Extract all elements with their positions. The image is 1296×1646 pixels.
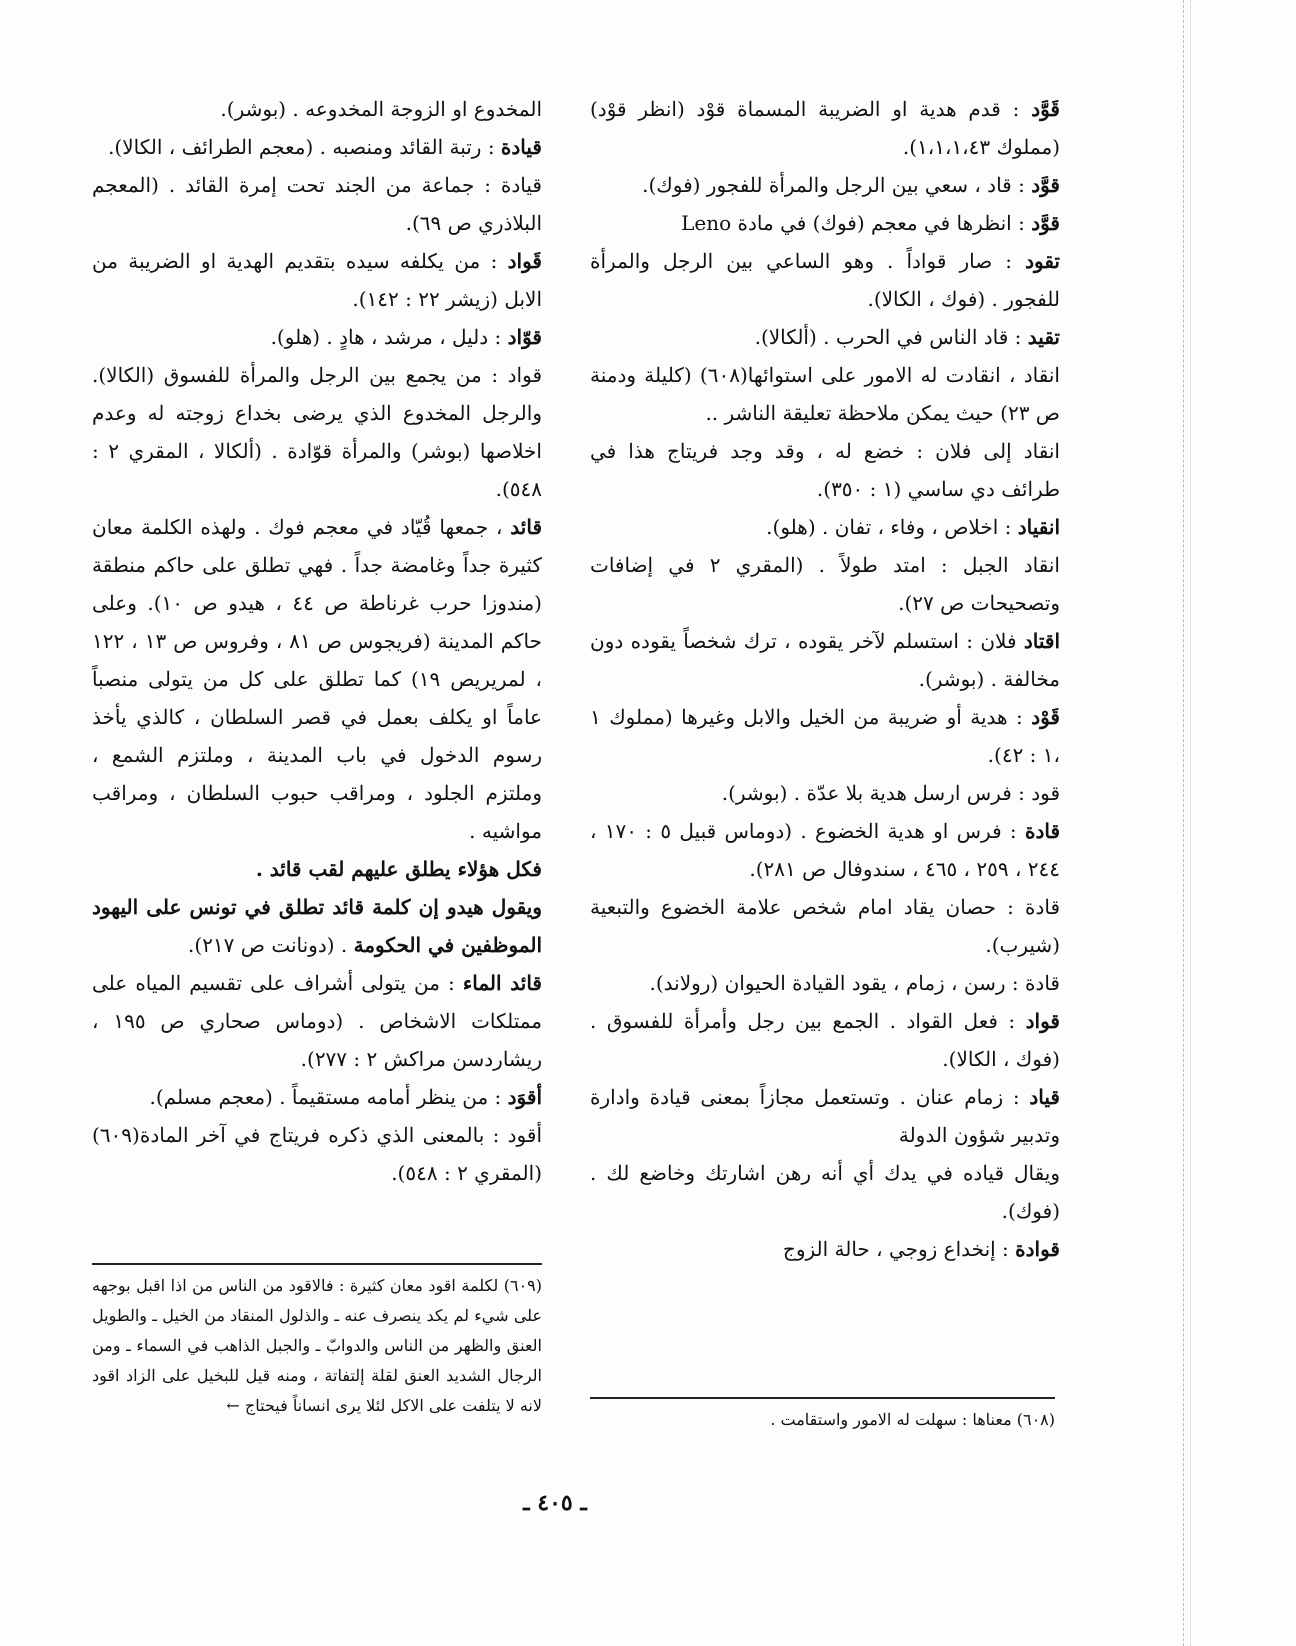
- entry-definition: انقاد إلى فلان : خضع له ، وقد وجد فريتاج هذا في طرائف دي ساسي (١ : ٣٥٠).: [590, 439, 1060, 501]
- footnote-608: (٦٠٨) معناها : سهلت له الامور واستقامت .: [770, 1410, 1055, 1429]
- dictionary-entry: [92, 1078, 542, 1116]
- entry-definition: قادة : رسن ، زمام ، يقود القيادة الحيوان (رولاند).: [649, 971, 1060, 995]
- entry-definition: : من ينظر أمامه مستقيماً . (معجم مسلم).: [149, 1085, 508, 1109]
- entry-definition: قود : فرس ارسل هدية بلا عدّة . (بوشر).: [721, 781, 1060, 805]
- entry-headword: قائد: [510, 515, 542, 539]
- entry-definition: أقود : بالمعنى الذي ذكره فريتاج في آخر المادة(٦٠٩) (المقري ٢ : ٥٤٨).: [92, 1123, 542, 1185]
- entry-definition: قواد : من يجمع بين الرجل والمرأة للفسوق (الكالا). والرجل المخدوع الذي يرضى بخداع زوجته له وعدم اخلاصها (بوشر) والمرأة قوّادة . (ألكالا ، المقري ٢ : ٥٤٨).: [92, 363, 542, 501]
- dictionary-entry: [590, 698, 1060, 774]
- dictionary-entry: [590, 964, 1060, 1002]
- entry-headword: قياد: [1029, 1085, 1060, 1109]
- entry-headword: قَوْد: [1031, 705, 1060, 729]
- entry-definition: فلان : استسلم لآخر يقوده ، ترك شخصاً يقوده دون مخالفة . (بوشر).: [590, 629, 1060, 691]
- dictionary-entry: [92, 850, 542, 888]
- dictionary-entry: [92, 318, 542, 356]
- entry-definition: : فعل القواد . الجمع بين رجل وأمرأة للفسوق . (فوك ، الكالا).: [590, 1009, 1060, 1071]
- entry-definition: . (دونانت ص ٢١٧).: [188, 933, 354, 957]
- dictionary-entry: [92, 90, 542, 128]
- entry-definition: : قاد ، سعي بين الرجل والمرأة للفجور (فوك).: [642, 173, 1032, 197]
- entry-headword: قادة: [1024, 819, 1061, 843]
- entry-headword: ويقول هيدو إن كلمة قائد تطلق في تونس على اليهود الموظفين في الحكومة: [92, 895, 542, 957]
- entry-headword: تقيد: [1027, 325, 1060, 349]
- entry-headword: قائد الماء: [462, 971, 542, 995]
- entry-definition: ويقال قياده في يدك أي أنه رهن اشارتك وخاضع لك . (فوك).: [590, 1161, 1060, 1223]
- dictionary-entry: [590, 356, 1060, 432]
- dictionary-entry: [590, 622, 1060, 698]
- entry-definition: ، جمعها قُيّاد في معجم فوك . ولهذه الكلمة معان كثيرة جداً وغامضة جداً . فهي تطلق على حاكم منطقة (مندوزا حرب غرناطة ص ٤٤ ، هيدو ص ١٠). وعلى حاكم المدينة (فريجوس ص ٨١ ، وفروس ص ١٣ ، ١٢٢ ، لمريريص ١٩) كما تطلق على كل من يتولى منصباً عاماً او يكلف بعمل في قصر السلطان ، كالذي يأخذ رسوم الدخول في باب المدينة ، وملتزم الشمع ، وملتزم الجلود ، ومراقب حبوب السلطان ، ومراقب مواشيه .: [92, 515, 543, 843]
- dictionary-entry: [92, 888, 542, 964]
- entry-headword: انقياد: [1017, 515, 1060, 539]
- dictionary-entry: [590, 1078, 1060, 1154]
- dictionary-entry: [590, 812, 1060, 888]
- entry-headword: قواد: [1025, 1009, 1060, 1033]
- dictionary-entry: [590, 774, 1060, 812]
- dictionary-entry: [92, 964, 542, 1078]
- entry-headword: قَوَّد: [1031, 97, 1060, 121]
- footnote-rule: [92, 1263, 542, 1265]
- entry-definition: : دليل ، مرشد ، هادٍ . (هلو).: [270, 325, 508, 349]
- entry-headword: اقتاد: [1023, 629, 1060, 653]
- entry-definition: : زمام عنان . وتستعمل مجازاً بمعنى قيادة وادارة وتدبير شؤون الدولة: [590, 1085, 1060, 1147]
- entry-headword: قيادة: [500, 135, 542, 159]
- dictionary-entry: [590, 546, 1060, 622]
- dictionary-entry: [92, 508, 542, 850]
- entry-definition: : انظرها في معجم (فوك) في مادة Leno: [681, 211, 1032, 235]
- entry-definition: قيادة : جماعة من الجند تحت إمرة القائد . (المعجم البلاذري ص ٦٩).: [92, 173, 542, 235]
- entry-definition: انقاد الجبل : امتد طولاً . (المقري ٢ في إضافات وتصحيحات ص ٢٧).: [590, 553, 1060, 615]
- scan-edge-line: [1190, 0, 1191, 1646]
- entry-headword: تقود: [1025, 249, 1060, 273]
- dictionary-entry: [590, 90, 1060, 166]
- entry-definition: : قاد الناس في الحرب . (ألكالا).: [754, 325, 1028, 349]
- page-number: ـ ٤٠٥ ـ: [523, 1490, 587, 1516]
- dictionary-entry: [590, 242, 1060, 318]
- entry-headword: قَواد: [507, 249, 542, 273]
- entry-definition: : هدية أو ضريبة من الخيل والابل وغيرها (مملوك ١ ،١ : ٤٢).: [590, 705, 1060, 767]
- dictionary-entry: [590, 1230, 1060, 1268]
- entry-headword: قوَّد: [1031, 211, 1060, 235]
- entry-headword: أقوَد: [507, 1085, 542, 1109]
- dictionary-entry: [590, 508, 1060, 546]
- dictionary-entry: [92, 128, 542, 166]
- dictionary-entry: [590, 888, 1060, 964]
- dictionary-entry: [590, 204, 1060, 242]
- entry-definition: : من يكلفه سيده بتقديم الهدية او الضريبة من الابل (زيشر ٢٢ : ١٤٢).: [92, 249, 542, 311]
- scan-edge-line: [1183, 0, 1184, 1646]
- entry-headword: قوّاد: [507, 325, 542, 349]
- dictionary-entry: [92, 356, 542, 508]
- entry-definition: : صار قواداً . وهو الساعي بين الرجل والمرأة للفجور . (فوك ، الكالا).: [590, 249, 1060, 311]
- entry-definition: : اخلاص ، وفاء ، تفان . (هلو).: [766, 515, 1018, 539]
- entry-definition: : رتبة القائد ومنصبه . (معجم الطرائف ، الكالا).: [108, 135, 501, 159]
- entry-definition: انقاد ، انقادت له الامور على استوائها(٦٠٨) (كليلة ودمنة ص ٢٣) حيث يمكن ملاحظة تعليقة الناشر ..: [590, 363, 1060, 425]
- left-column: [92, 90, 542, 1192]
- entry-headword: قوادة: [1015, 1237, 1060, 1261]
- dictionary-entry: [92, 166, 542, 242]
- entry-headword: قوَّد: [1031, 173, 1060, 197]
- entry-definition: : من يتولى أشراف على تقسيم المياه على ممتلكات الاشخاص . (دوماس صحاري ص ١٩٥ ، ريشاردسن مراكش ٢ : ٢٧٧).: [92, 971, 543, 1071]
- entry-definition: المخدوع او الزوجة المخدوعه . (بوشر).: [220, 97, 542, 121]
- dictionary-entry: [590, 432, 1060, 508]
- dictionary-entry: [590, 1002, 1060, 1078]
- entry-definition: قادة : حصان يقاد امام شخص علامة الخضوع والتبعية (شيرب).: [590, 895, 1060, 957]
- entry-definition: : إنخداع زوجي ، حالة الزوج: [782, 1237, 1016, 1261]
- entry-headword: فكل هؤلاء يطلق عليهم لقب قائد .: [255, 857, 542, 881]
- entry-definition: : قدم هدية او الضريبة المسماة قوْد (انظر قوْد) (مملوك ١،١،١،٤٣).: [590, 97, 1060, 159]
- dictionary-entry: [590, 1154, 1060, 1230]
- footnote-609: (٦٠٩) لكلمة اقود معان كثيرة : فالاقود من الناس من اذا اقبل بوجهه على شيء لم يكد ينصرف عنه ـ والذلول المنقاد من الخيل ـ والطويل العنق والظهر من الناس والدوابّ ـ والجبل الذاهب في السماء ـ ومن الرجال الشديد العنق لقلة إلتفاتة ، ومنه قيل للبخيل على الزاد اقود لانه لا يتلفت على الاكل لئلا يرى انساناً فيحتاج ←: [92, 1276, 542, 1415]
- entry-definition: : فرس او هدية الخضوع . (دوماس قبيل ٥ : ١٧٠ ، ٢٤٤ ، ٢٥٩ ، ٤٦٥ ، سندوفال ص ٢٨١).: [590, 819, 1060, 881]
- dictionary-entry: [590, 318, 1060, 356]
- dictionary-entry: [590, 166, 1060, 204]
- footnote-rule: [590, 1397, 1055, 1399]
- right-column: [590, 90, 1060, 1268]
- dictionary-entry: [92, 1116, 542, 1192]
- dictionary-entry: [92, 242, 542, 318]
